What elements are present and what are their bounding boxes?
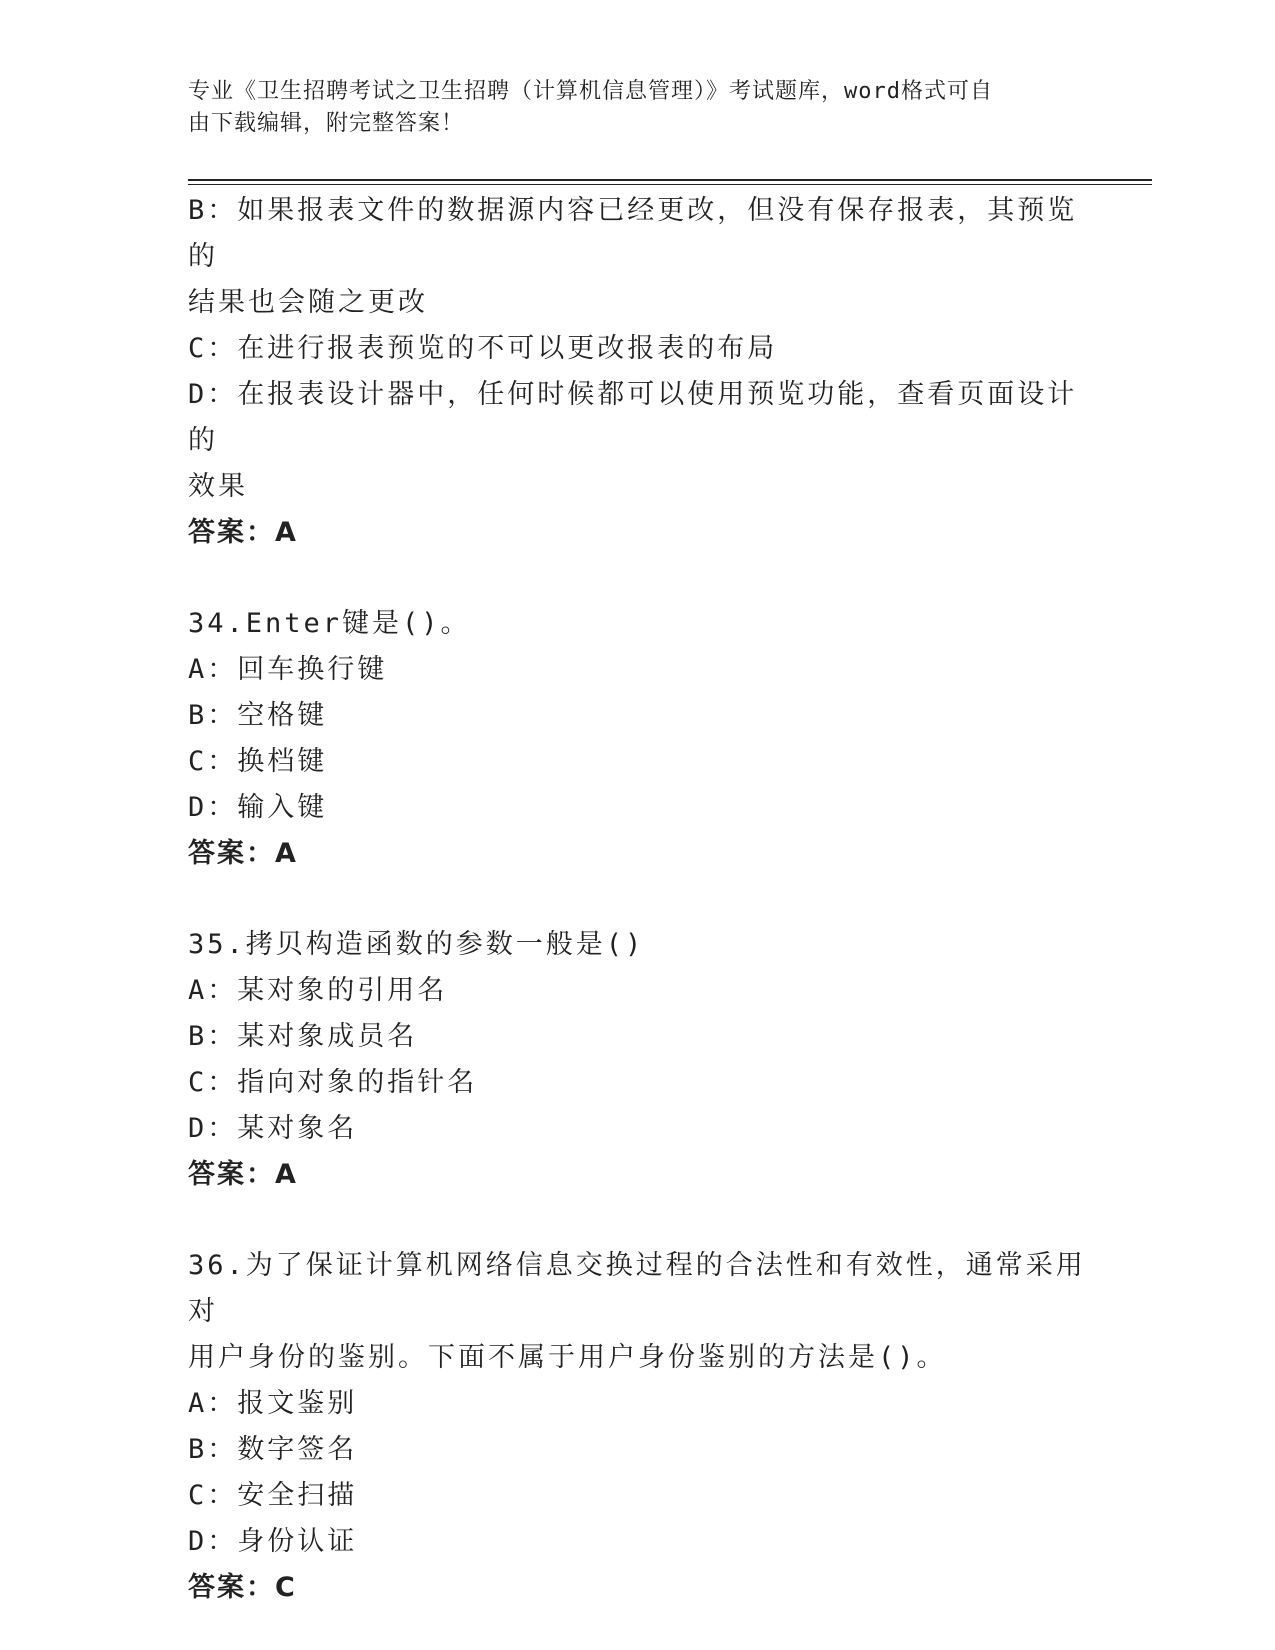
option-a: A：某对象的引用名 <box>188 975 448 1006</box>
option-b: B：某对象成员名 <box>188 1021 418 1052</box>
answer: 答案：A <box>188 1159 298 1190</box>
answer: 答案：C <box>188 1572 297 1603</box>
question-stem-line-1: 36.为了保证计算机网络信息交换过程的合法性和有效性，通常采用对 <box>188 1250 1086 1327</box>
option-b-line-1: B：如果报表文件的数据源内容已经更改，但没有保存报表，其预览的 <box>188 195 1078 272</box>
option-c: C：换档键 <box>188 746 328 777</box>
question-block-prev <box>188 188 1088 556</box>
question-stem: 34.Enter键是()。 <box>188 608 471 639</box>
document-header <box>188 76 1088 140</box>
option-b: B：空格键 <box>188 700 328 731</box>
question-block-34 <box>188 601 1088 877</box>
option-c: C：指向对象的指针名 <box>188 1067 478 1098</box>
question-stem-line-2: 用户身份的鉴别。下面不属于用户身份鉴别的方法是()。 <box>188 1342 947 1373</box>
question-stem: 35.拷贝构造函数的参数一般是() <box>188 929 645 960</box>
question-block-35 <box>188 922 1088 1198</box>
option-c: C：在进行报表预览的不可以更改报表的布局 <box>188 333 778 364</box>
question-block-36 <box>188 1243 1088 1611</box>
option-d: D：身份认证 <box>188 1526 358 1557</box>
header-divider-thick <box>188 179 1152 181</box>
answer: 答案：A <box>188 838 298 869</box>
option-c: C：安全扫描 <box>188 1480 358 1511</box>
header-divider-thin <box>188 184 1152 185</box>
header-line-1: 专业《卫生招聘考试之卫生招聘（计算机信息管理）》考试题库，word格式可自 <box>188 79 993 104</box>
header-line-2: 由下载编辑，附完整答案！ <box>188 111 465 136</box>
option-d-line-1: D：在报表设计器中，任何时候都可以使用预览功能，查看页面设计的 <box>188 379 1078 456</box>
option-d-line-2: 效果 <box>188 471 248 502</box>
option-a: A：报文鉴别 <box>188 1388 358 1419</box>
option-b: B：数字签名 <box>188 1434 358 1465</box>
option-a: A：回车换行键 <box>188 654 388 685</box>
option-d: D：输入键 <box>188 792 328 823</box>
option-d: D：某对象名 <box>188 1113 358 1144</box>
question-content <box>188 188 1088 1611</box>
option-b-line-2: 结果也会随之更改 <box>188 287 428 318</box>
answer: 答案：A <box>188 517 298 548</box>
